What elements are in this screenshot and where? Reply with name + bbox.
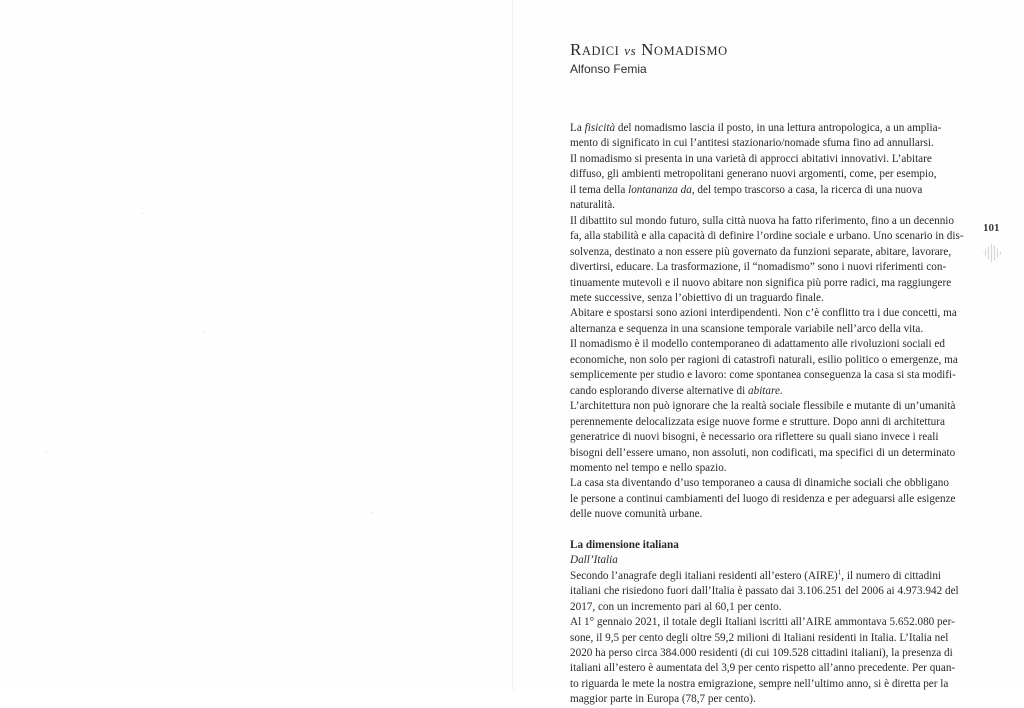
title-initial-2: N (641, 40, 655, 59)
text-run: solvenza, destinato a non essere più governato da funzioni separate, abitare, lavorare, (570, 245, 952, 258)
text-line (570, 214, 960, 229)
text-run: mete successive, senza l’obiettivo di un traguardo finale. (570, 291, 824, 304)
text-run: generatrice di nuovi bisogni, è necessario ora riflettere su quali siano invece i reali (570, 431, 939, 444)
text-run: perennemente delocalizzata esige nuove forme e strutture. Dopo anni di architettura (570, 415, 945, 428)
section-subheading: Dall’Italia (570, 554, 618, 567)
text-line (570, 507, 960, 522)
section-heading: La dimensione italiana (570, 538, 679, 551)
article-title (570, 40, 728, 60)
text-run: L’architettura non può ignorare che la realtà sociale flessibile e mutante di un’umanità (570, 400, 956, 413)
text-line (570, 415, 960, 430)
text-run: fa, alla stabilità e alla capacità di definire l’ordine sociale e urbano. Uno scenario in dis- (570, 230, 964, 243)
text-run: divertirsi, educare. La trasformazione, il “nomadismo” sono i nuovi riferimenti con- (570, 261, 947, 274)
text-line (570, 167, 960, 182)
text-run: cando esplorando diverse alternative di (570, 384, 749, 397)
text-run: bisogni dell’essere umano, non assoluti, non codificati, ma specifici di un determinato (570, 446, 956, 459)
text-line (570, 661, 960, 676)
emphasis: abitare (748, 384, 780, 397)
text-run: il tema della (570, 183, 629, 196)
text-line (570, 446, 960, 461)
text-run: economiche, non solo per ragioni di catastrofi naturali, esilio politico o emergenze, ma (570, 353, 958, 366)
paper-speck (142, 213, 143, 214)
footnote-ref: 1 (837, 567, 842, 576)
page-fold (512, 0, 513, 690)
text-line (570, 198, 960, 213)
text-run: mento di significato in cui l’antitesi stazionario/nomade sfuma fino ad annullarsi. (570, 137, 934, 150)
text-line (570, 229, 964, 244)
text-line (570, 430, 960, 445)
text-run: , del tempo trascorso a casa, la ricerca di una nuova (691, 183, 923, 196)
page-number: 101 (983, 222, 1000, 234)
text-run: to riguarda le mete la nostra emigrazione, sempre nell’ultimo anno, si è diretta per la (570, 677, 949, 690)
text-line (570, 600, 960, 615)
title-vs: vs (624, 43, 637, 58)
text-line (570, 399, 960, 414)
text-run: italiani che risiedono fuori dall’Italia è passato dai 3.106.251 del 2006 ai 4.973.942 del (570, 585, 959, 598)
text-run: naturalità. (570, 199, 616, 212)
text-line (570, 631, 960, 646)
text-run: La casa sta diventando d’uso temporaneo a causa di dinamiche sociali che obbligano (570, 477, 949, 490)
text-run: . (779, 384, 783, 397)
text-line (570, 245, 960, 260)
text-line (570, 569, 960, 584)
text-line (570, 368, 960, 383)
article-body (570, 121, 964, 708)
text-run: delle nuove comunità urbane. (570, 508, 703, 521)
text-line (570, 276, 960, 291)
text-line (570, 584, 960, 599)
emphasis: lontananza da (628, 183, 692, 196)
text-run: sone, il 9,5 per cento degli oltre 59,2 milioni di Italiani residenti in Italia. L’Italia nel (570, 631, 949, 644)
text-line (570, 136, 960, 151)
text-line (570, 121, 960, 136)
text-run: del nomadismo lascia il posto, in una lettura antropologica, a un amplia- (615, 122, 942, 134)
text-line (570, 291, 960, 306)
paper-speck (372, 512, 373, 513)
text-line (570, 353, 960, 368)
title-smallcaps: ADICI (581, 44, 620, 58)
text-line (570, 476, 960, 491)
text-line (570, 306, 960, 321)
text-run: Il nomadismo è il modello contemporaneo di adattamento alle rivoluzioni sociali ed (570, 338, 945, 351)
text-line (570, 384, 960, 399)
text-run: diffuso, gli ambienti metropolitani generano nuovi argomenti, come, per esempio, (570, 168, 937, 181)
text-line (570, 322, 960, 337)
text-line (570, 152, 960, 167)
text-line (570, 461, 960, 476)
text-line (570, 337, 960, 352)
text-run: Al 1° gennaio 2021, il totale degli Italiani iscritti all’AIRE ammontava 5.652.080 per- (570, 616, 955, 629)
text-run: , il numero di cittadini (841, 569, 942, 582)
author-name: Alfonso Femia (570, 62, 647, 76)
text-run: alternanza e sequenza in una scansione temporale variabile nell’arco della vita. (570, 322, 924, 335)
text-run: Abitare e spostarsi sono azioni interdipendenti. Non c’è conflitto tra i due concetti, ma (570, 307, 957, 320)
text-line (570, 692, 960, 707)
text-line (570, 183, 960, 198)
text-run: 2017, con un incremento pari al 60,1 per cento. (570, 600, 782, 613)
section-gap (570, 523, 960, 538)
title-initial: R (570, 40, 582, 59)
text-run: maggior parte in Europa (78,7 per cento). (570, 693, 756, 706)
paper-speck (203, 331, 204, 332)
text-run: tinuamente mutevoli e il nuovo abitare non significa più porre radici, ma raggiungere (570, 276, 952, 289)
text-run: italiani all’estero è aumentata del 3,9 per cento rispetto all’anno precedente. Per quan- (570, 662, 956, 675)
paper-speck (46, 452, 47, 453)
text-run: Il nomadismo si presenta in una varietà di approcci abitativi innovativi. L’abitare (570, 152, 932, 165)
text-run: Secondo l’anagrafe degli italiani residenti all’estero (AIRE) (570, 569, 838, 582)
text-run: semplicemente per studio e lavoro: come spontanea conseguenza la casa si sta modifi- (570, 369, 956, 382)
text-run: La (570, 122, 585, 134)
text-line (570, 615, 960, 630)
title-smallcaps-2: OMADISMO (654, 44, 728, 58)
text-run: Il dibattito sul mondo futuro, sulla città nuova ha fatto riferimento, fino a un decennio (570, 214, 955, 227)
emphasis: fisicità (584, 122, 616, 134)
text-line (570, 646, 960, 661)
page-ornament-icon (982, 243, 1002, 263)
text-run: 2020 ha perso circa 384.000 residenti (di cui 109.528 cittadini italiani), la presenza di (570, 646, 953, 659)
text-run: momento nel tempo e nello spazio. (570, 461, 727, 474)
text-run: le persone a continui cambiamenti del luogo di residenza e per adeguarsi alle esigenze (570, 492, 956, 505)
text-line (570, 492, 960, 507)
text-line (570, 260, 960, 275)
